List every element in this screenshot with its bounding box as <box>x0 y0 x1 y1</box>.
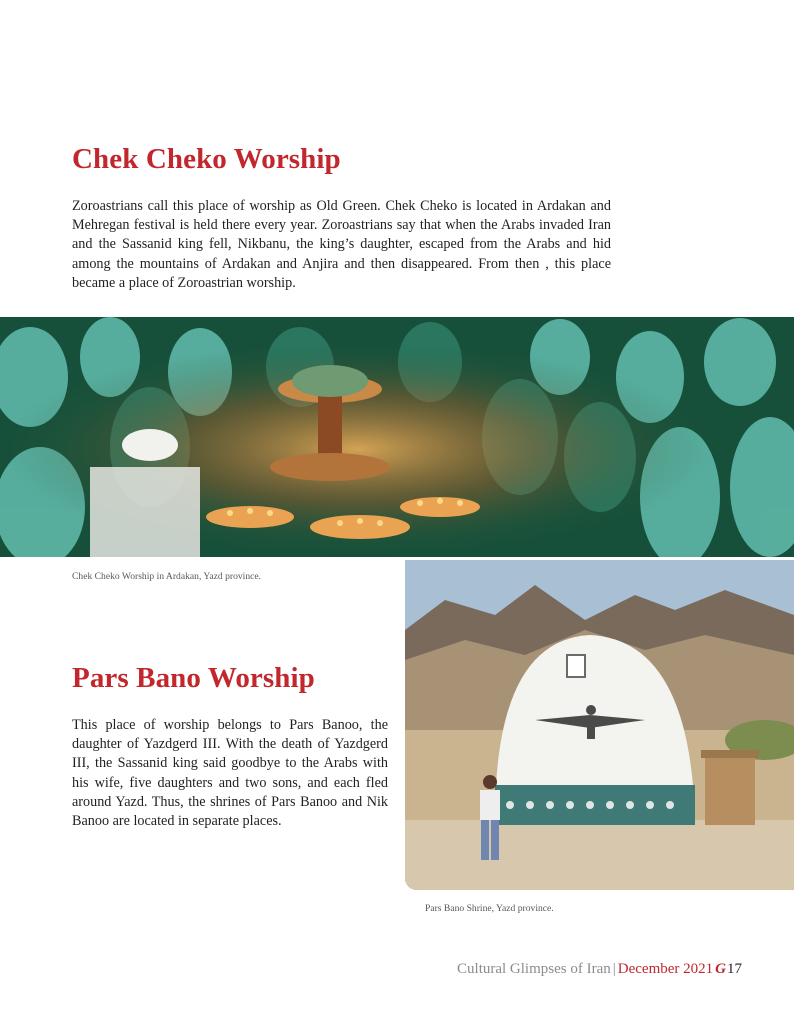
magazine-name: Cultural Glimpses of Iran <box>457 961 611 977</box>
issue-date: December 2021 <box>617 961 714 977</box>
magazine-logo-icon: G <box>715 961 726 977</box>
pars-bano-paragraph: This place of worship belongs to Pars Banoo, the daughter of Yazdgerd III. With the death of Yazdgerd III, the Sassanid king said goodbye to the Arabs with his wife, five daughters and two sons, and each fled around Yazd. Thus, the shrines of Pars Banoo and Nik Banoo are located in separate places. <box>72 717 388 830</box>
pars-bano-caption: Pars Bano Shrine, Yazd province. <box>425 903 554 914</box>
pars-bano-photo <box>405 560 794 890</box>
chek-cheko-photo <box>0 317 794 557</box>
section-title-chek-cheko: Chek Cheko Worship <box>72 143 341 175</box>
section-title-pars-bano: Pars Bano Worship <box>72 662 315 694</box>
chek-cheko-paragraph: Zoroastrians call this place of worship as Old Green. Chek Cheko is located in Ardakan and Mehregan festival is held there every year. Zoroastrians say that when the Arabs invaded Iran and the Sassanid king fell, Nikbanu, the king’s daughter, escaped from the Arabs and hid among the mountains of Ardakan and Anjira and then disappeared. From then , this place became a place of Zoroastrian worship. <box>72 198 611 291</box>
chek-cheko-caption: Chek Cheko Worship in Ardakan, Yazd province. <box>72 571 262 582</box>
page-footer <box>457 961 742 978</box>
footer-separator: | <box>612 961 616 977</box>
page-number: 17 <box>727 961 742 977</box>
